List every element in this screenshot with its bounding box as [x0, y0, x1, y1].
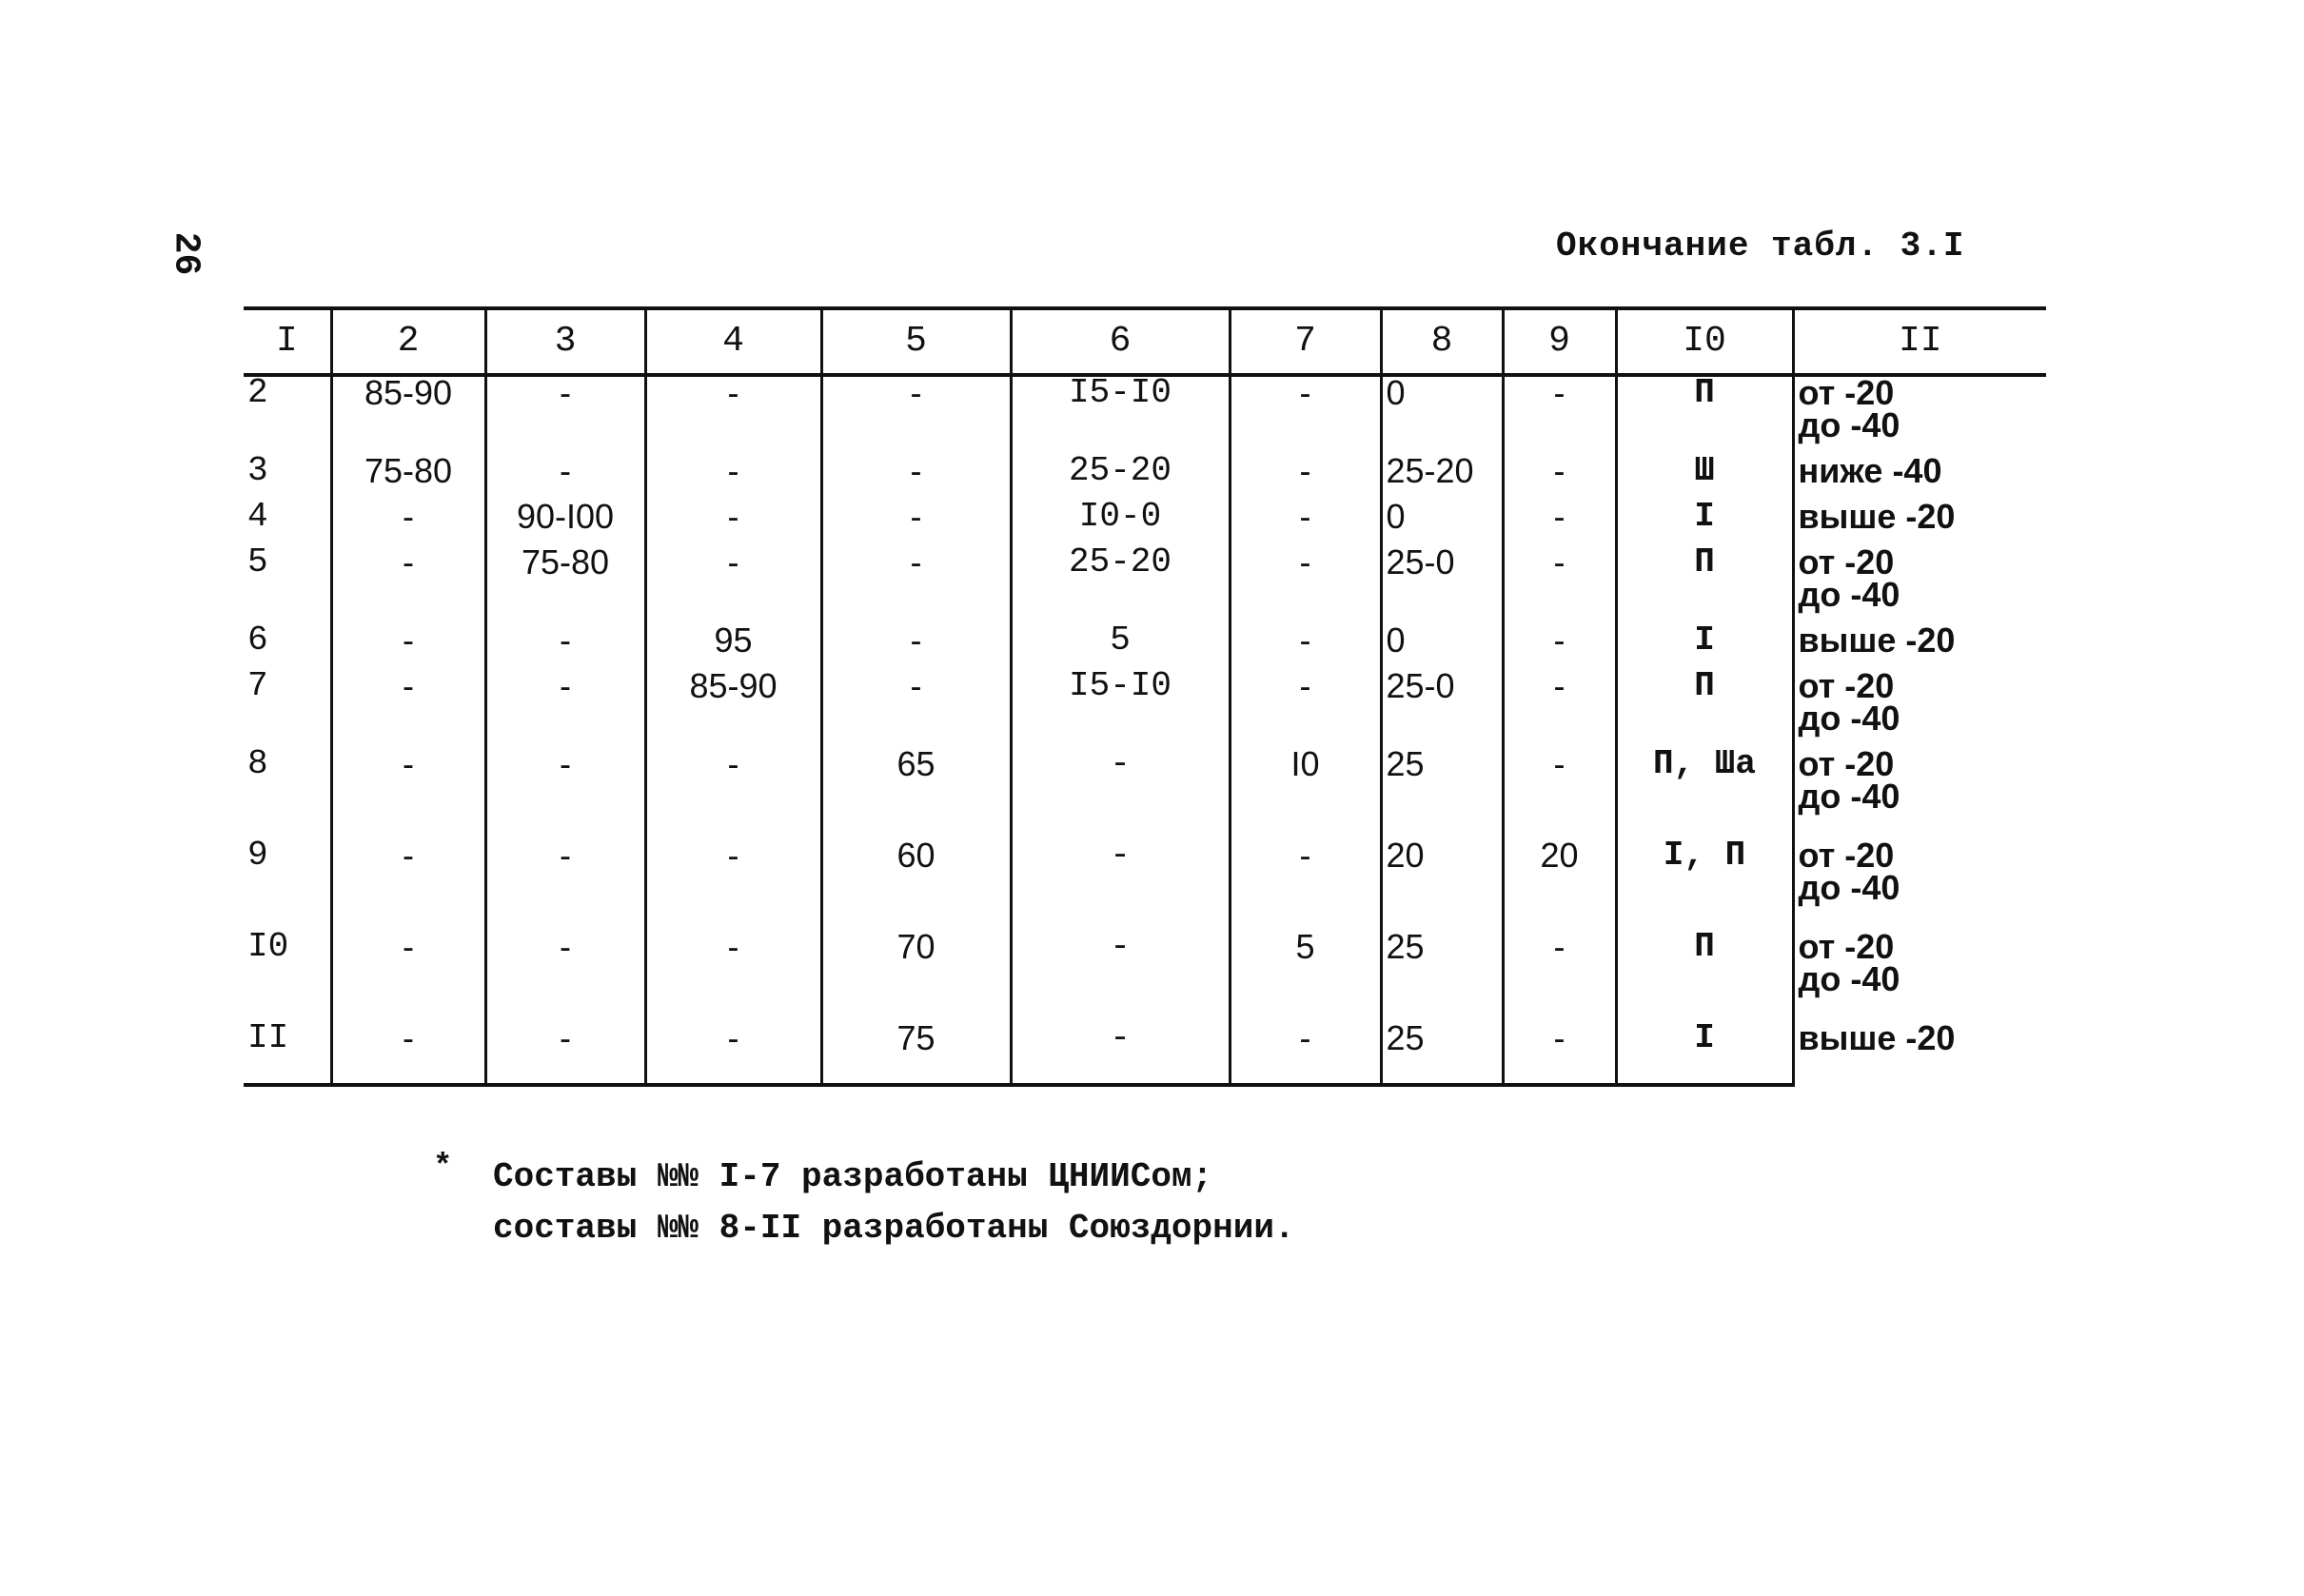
table-cell: I: [1616, 1022, 1793, 1085]
table-cell: 75-80: [485, 546, 645, 624]
table-cell: I0-0: [1011, 501, 1230, 546]
table-cell: -: [1503, 501, 1616, 546]
table-cell: 5: [1011, 624, 1230, 670]
table-cell: -: [1230, 375, 1381, 455]
table-cell: -: [485, 670, 645, 748]
table-cell: -: [1011, 839, 1230, 931]
column-header-9: 9: [1503, 308, 1616, 375]
table-cell: -: [1503, 670, 1616, 748]
table-cell: I5-I0: [1011, 670, 1230, 748]
table-cell: 5: [247, 542, 268, 581]
table-row: [244, 1022, 2046, 1085]
table-cell: -: [1230, 501, 1381, 546]
table-cell: -: [645, 375, 821, 455]
column-header-1: I: [244, 308, 331, 375]
table-row: [244, 748, 2046, 839]
table-cell: 85-90: [331, 375, 485, 455]
table-row: [244, 931, 2046, 1022]
table-cell: -: [1230, 1022, 1381, 1085]
table-cell: 0: [1381, 375, 1503, 455]
column-header-7: 7: [1230, 308, 1381, 375]
column-header-4: 4: [645, 308, 821, 375]
table-cell: 25: [1381, 1022, 1503, 1085]
table-cell: -: [645, 455, 821, 501]
table-cell: -: [645, 748, 821, 839]
table-cell: 95: [645, 624, 821, 670]
table-cell: 7: [247, 666, 268, 705]
column-header-11: II: [1793, 308, 2046, 375]
table-cell-line: до -40: [1798, 959, 1900, 998]
table-cell: -: [1503, 624, 1616, 670]
table-cell: П: [1616, 546, 1793, 624]
table-cell: -: [645, 1022, 821, 1085]
table-cell-line: от -20: [1798, 542, 1895, 581]
table-cell: -: [1503, 748, 1616, 839]
table-body: [244, 375, 2046, 1085]
table-cell: -: [1230, 546, 1381, 624]
table-cell: 9: [247, 836, 268, 875]
table-cell: 60: [821, 839, 1011, 931]
table-cell: 0: [1381, 624, 1503, 670]
table-cell: 25-20: [1011, 455, 1230, 501]
table-cell: 5: [1230, 931, 1381, 1022]
table-cell: -: [1503, 546, 1616, 624]
table-cell: -: [331, 748, 485, 839]
table-cell: 20: [1381, 839, 1503, 931]
table-cell: -: [821, 501, 1011, 546]
table-cell: -: [1011, 931, 1230, 1022]
table-row: [244, 839, 2046, 931]
header-row: [244, 308, 2046, 375]
table-cell: -: [645, 546, 821, 624]
table-cell-line: до -40: [1798, 575, 1900, 614]
table-cell: [1793, 836, 2046, 931]
table-cell: -: [331, 1022, 485, 1085]
table-cell: 0: [1381, 501, 1503, 546]
table-cell: 25-0: [1381, 546, 1503, 624]
column-header-10: I0: [1616, 308, 1793, 375]
table-cell: -: [485, 1022, 645, 1085]
table-cell-line: до -40: [1798, 777, 1900, 816]
table-cell: -: [821, 375, 1011, 455]
table-row: [244, 624, 2046, 670]
table-cell: -: [645, 839, 821, 931]
table-cell: [1793, 744, 2046, 839]
table-cell: -: [331, 624, 485, 670]
table-cell: -: [331, 931, 485, 1022]
table-cell: -: [1230, 455, 1381, 501]
table-row: [244, 546, 2046, 624]
table-cell-line: до -40: [1798, 699, 1900, 738]
table-cell: 3: [247, 451, 268, 490]
table-cell: -: [821, 546, 1011, 624]
table-cell-line: от -20: [1798, 927, 1895, 966]
table-cell: 75-80: [331, 455, 485, 501]
table-cell-line: от -20: [1798, 836, 1895, 875]
table-cell: -: [485, 455, 645, 501]
table-cell: II: [244, 1022, 331, 1085]
table-cell-line: до -40: [1798, 405, 1900, 444]
table-cell: -: [1503, 375, 1616, 455]
table-cell: 75: [821, 1022, 1011, 1085]
table-cell: [1793, 542, 2046, 624]
table-cell: I: [1616, 624, 1793, 670]
table-cell: -: [331, 546, 485, 624]
table-cell: -: [485, 624, 645, 670]
table-cell: -: [1011, 1022, 1230, 1085]
table-cell: 2: [247, 373, 268, 412]
table-cell: -: [645, 931, 821, 1022]
table-cell: 4: [247, 497, 268, 536]
table-cell: 8: [247, 744, 268, 783]
table-cell: П: [1616, 931, 1793, 1022]
table-cell: -: [331, 839, 485, 931]
table-cell: [1793, 375, 2046, 455]
table-cell: 6: [247, 621, 268, 660]
table-row: [244, 501, 2046, 546]
table-cell: П: [1616, 670, 1793, 748]
column-header-2: 2: [331, 308, 485, 375]
table-cell: I, П: [1616, 839, 1793, 931]
composition-table: [244, 306, 2046, 1087]
table-cell: 25: [1381, 931, 1503, 1022]
table-cell: -: [1503, 455, 1616, 501]
table-cell: -: [485, 748, 645, 839]
table-cell: 90-I00: [485, 501, 645, 546]
table-cell: -: [1011, 748, 1230, 839]
table-cell: выше -20: [1793, 624, 2046, 670]
table-cell: I0: [247, 927, 289, 966]
table-cell: -: [1230, 624, 1381, 670]
table-cell: I5-I0: [1011, 375, 1230, 455]
table-cell: 25: [1381, 748, 1503, 839]
table-cell: 70: [821, 931, 1011, 1022]
table-cell: 65: [821, 748, 1011, 839]
table-cell: 85-90: [645, 670, 821, 748]
table-cell-line: от -20: [1798, 373, 1895, 412]
table-row: [244, 375, 2046, 455]
table-cell: [1793, 666, 2046, 748]
table-cell: 25-20: [1381, 455, 1503, 501]
table-cell: I0: [1230, 748, 1381, 839]
table-cell: выше -20: [1793, 1022, 2046, 1085]
table-cell-line: от -20: [1798, 666, 1895, 705]
table-cell: -: [485, 375, 645, 455]
footnote-line-1: Составы №№ I-7 разработаны ЦНИИСом;: [493, 1157, 1213, 1196]
table-cell-line: от -20: [1798, 744, 1895, 783]
table-row: [244, 455, 2046, 501]
table-cell: -: [485, 931, 645, 1022]
table-row: [244, 670, 2046, 748]
table-cell: -: [485, 839, 645, 931]
table-cell: -: [1230, 839, 1381, 931]
table-cell: ниже -40: [1793, 455, 2046, 501]
table-cell: -: [821, 670, 1011, 748]
composition-table-container: [244, 306, 2046, 1087]
table-cell: [1793, 927, 2046, 1022]
column-header-8: 8: [1381, 308, 1503, 375]
table-cell: -: [645, 501, 821, 546]
table-cell: 20: [1503, 839, 1616, 931]
table-cell: П, Ша: [1616, 748, 1793, 839]
column-header-6: 6: [1011, 308, 1230, 375]
table-cell: 25-20: [1011, 546, 1230, 624]
table-cell: -: [1503, 1022, 1616, 1085]
footnote: [433, 1152, 1295, 1254]
column-header-3: 3: [485, 308, 645, 375]
table-cell: -: [821, 455, 1011, 501]
table-cell: -: [821, 624, 1011, 670]
table-cell: I: [1616, 501, 1793, 546]
footnote-marker: *: [433, 1150, 453, 1186]
table-cell: выше -20: [1793, 501, 2046, 546]
table-cell: -: [331, 501, 485, 546]
column-header-5: 5: [821, 308, 1011, 375]
table-cell: -: [1503, 931, 1616, 1022]
table-cell: -: [331, 670, 485, 748]
page-number: 26: [165, 231, 207, 276]
footnote-line-2: составы №№ 8-II разработаны Союздорнии.: [493, 1209, 1295, 1248]
table-cell: П: [1616, 375, 1793, 455]
table-title: Окончание табл. 3.I: [1556, 227, 1965, 266]
table-cell: 25-0: [1381, 670, 1503, 748]
table-cell: -: [1230, 670, 1381, 748]
table-cell-line: до -40: [1798, 868, 1900, 907]
table-cell: Ш: [1616, 455, 1793, 501]
